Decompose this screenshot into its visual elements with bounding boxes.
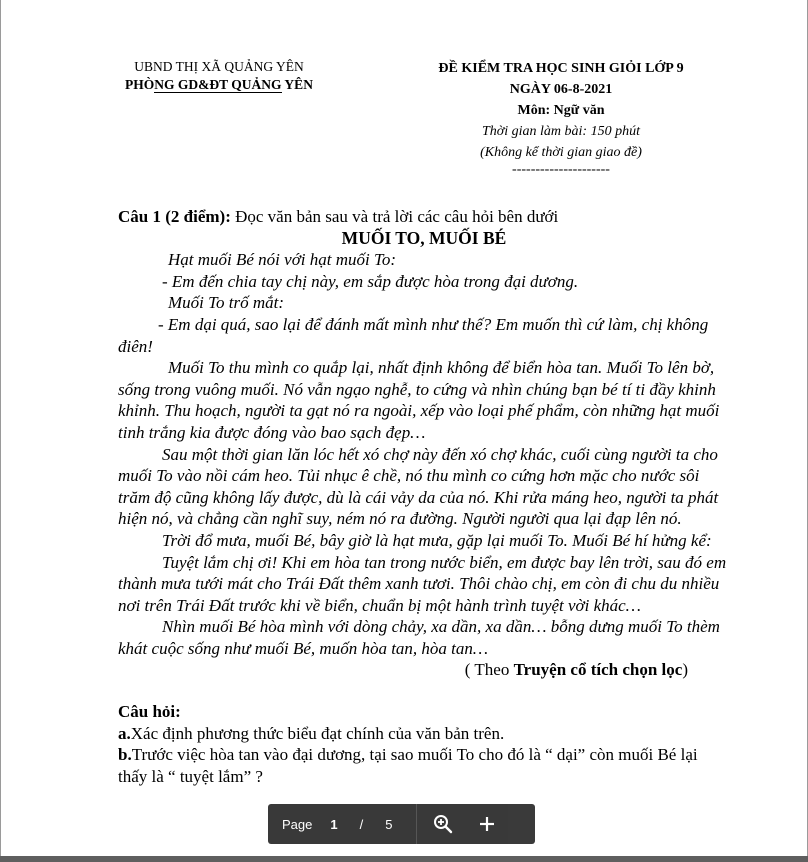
header-left — [109, 58, 329, 94]
toolbar-divider — [416, 804, 417, 844]
story-paragraph: - Em dại quá, sao lại để đánh mất mình như thế? Em muốn thì cứ làm, chị không điên! — [118, 314, 709, 356]
question-b-label: b. — [118, 745, 132, 765]
story-source — [118, 659, 730, 681]
plus-icon — [478, 815, 496, 833]
header-divider-dashes: --------------------- — [512, 162, 610, 177]
header-left-line2-prefix: PHÒ — [125, 77, 155, 92]
viewer-bottom-strip — [0, 856, 808, 862]
plus-button[interactable] — [469, 804, 505, 844]
questions-heading: Câu hỏi: — [118, 702, 181, 722]
story-source-title: Truyện cổ tích chọn lọc — [513, 660, 683, 680]
story-paragraph: Nhìn muối Bé hòa mình với dòng chảy, xa dần, xa dần… bỗng dưng muối To thèm khát cuộc sống như muối Bé, muốn hòa tan, hòa tan… — [118, 617, 720, 658]
total-pages: 5 — [385, 816, 393, 832]
zoom-in-icon — [433, 814, 453, 834]
exam-date: NGÀY 06-8-2021 — [509, 82, 613, 97]
header-left-line1: UBND THỊ XÃ QUẢNG YÊN — [134, 59, 304, 74]
exam-duration: Thời gian làm bài: 150 phút — [482, 124, 640, 139]
page-label: Page — [282, 816, 313, 832]
story-paragraph: Tuyệt lắm chị ơi! Khi em hòa tan trong nước biển, em được bay lên trời, sau đó em thành mưa tưới mát cho Trái Đất thêm xanh tươi. Thôi chào chị, em còn đi chu du nhiều nơi trên Trái Đất trước khi về biển, chuẩn bị một hành trình tuyệt vời khác… — [118, 552, 727, 615]
question-a — [118, 723, 730, 745]
question-1-prompt — [118, 206, 730, 228]
story-source-prefix: ( Theo — [464, 660, 514, 680]
story-source-suffix: ) — [682, 660, 688, 680]
question-1-label: Câu 1 (2 điểm): — [118, 207, 231, 226]
story-paragraph: Muối To thu mình co quắp lại, nhất định không để biển hòa tan. Muối To lên bờ, sống trong vuông muối. Nó vẫn ngạo nghễ, to cứng và nhìn chúng bạn bé tí ti đầy khinh khỉnh. Thu hoạch, người ta gạt nó ra ngoài, xếp vào loại phế phẩm, còn những hạt muối tinh trắng kia được đóng vào bao sạch đẹp… — [118, 358, 720, 442]
question-a-label: a. — [118, 723, 131, 743]
story-title: MUỐI TO, MUỐI BÉ — [341, 227, 507, 248]
header-right — [401, 58, 721, 177]
exam-title: ĐỀ KIỂM TRA HỌC SINH GIỎI LỚP 9 — [438, 61, 684, 76]
question-b — [118, 744, 730, 787]
header-left-line2 — [109, 76, 329, 94]
header-left-line2-suffix: YÊN — [281, 77, 313, 92]
question-b-text: Trước việc hòa tan vào đại dương, tại sao muối To cho đó là “ dại” còn muối Bé lại thấy là “ tuyệt lắm” ? — [118, 745, 698, 786]
current-page-input[interactable]: 1 — [330, 816, 338, 832]
exam-duration-note: (Không kể thời gian giao đề) — [480, 145, 642, 160]
page-separator: / — [359, 816, 364, 832]
story-paragraph: - Em đến chia tay chị này, em sắp được hòa trong đại dương. — [162, 271, 579, 291]
story-paragraph: Sau một thời gian lăn lóc hết xó chợ này đến xó chợ khác, cuối cùng người ta cho muối To vào nồi cám heo. Tủi nhục ê chề, nó thu mình co cứng hơn mặc cho nước sôi trăm độ cũng không lấy được, dù là cái vảy da của nó. Khi rửa máng heo, người ta phát hiện nó, và chẳng cần nghĩ suy, ném nó ra đường. Người người qua lại đạp lên nó. — [118, 444, 719, 529]
document-body — [118, 206, 730, 787]
story-paragraph: Muối To trố mắt: — [168, 293, 285, 313]
story-paragraph: Trời đổ mưa, muối Bé, bây giờ là hạt mưa, gặp lại muối To. Muối Bé hí hửng kể: — [162, 530, 712, 550]
exam-subject: Môn: Ngữ văn — [517, 103, 605, 118]
question-a-text: Xác định phương thức biểu đạt chính của văn bản trên. — [130, 723, 505, 743]
header-left-line2-underlined: NG GD&ĐT QUẢNG — [154, 77, 282, 92]
story-paragraph: Hạt muối Bé nói với hạt muối To: — [168, 250, 397, 270]
zoom-in-button[interactable] — [425, 804, 461, 844]
pdf-page-toolbar — [268, 804, 535, 844]
question-1-text: Đọc văn bản sau và trả lời các câu hỏi bên dưới — [230, 207, 559, 226]
